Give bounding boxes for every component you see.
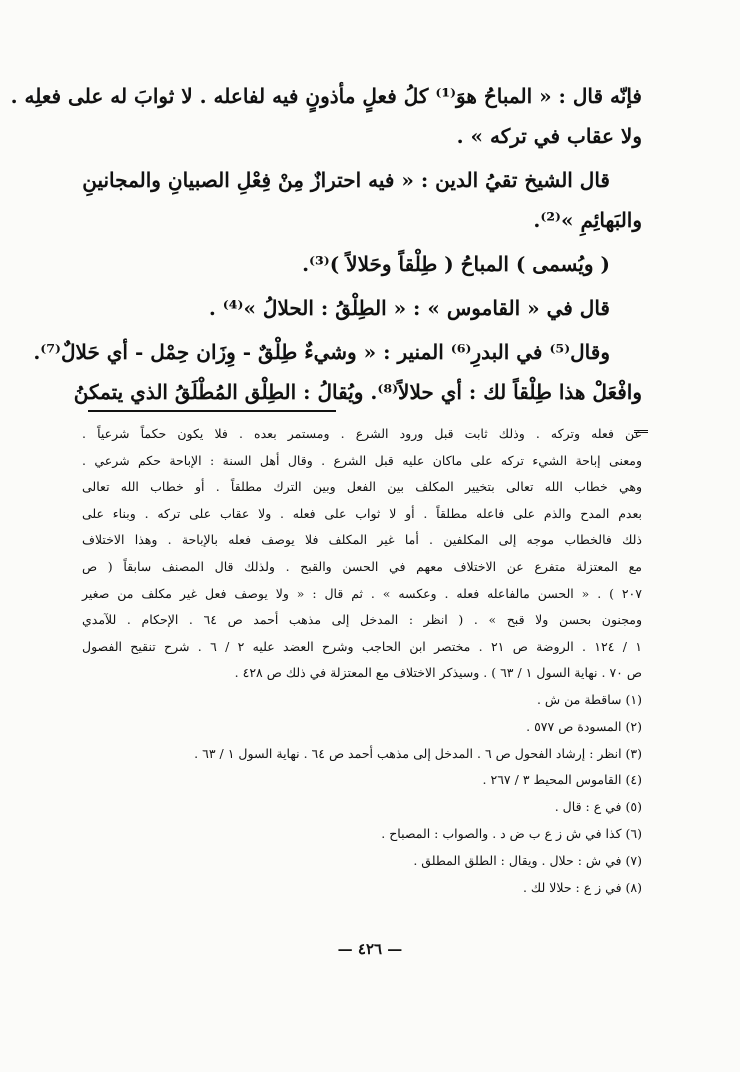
note-line: ١ / ١٢٤ . الروضة ص ٢١ . مختصر ابن الحاجب وشرح العضد عليه ٢ / ٦ . شرح تنقيح الفصول	[82, 638, 642, 654]
footnote-item: (٥) في ع : قال .	[554, 799, 642, 815]
note-line: عن فعله وتركه . وذلك ثابت قبل ورود الشرع . ومستمر بعده . فلا يكون حكماً شرعياً .	[82, 426, 642, 441]
main-line: ولا عقاب في تركه » .	[456, 124, 642, 148]
continued-note	[82, 421, 642, 687]
main-line: قال في « القاموس » : « الطِلْقُ : الحلالُ »⁽⁴⁾ .	[208, 296, 610, 320]
main-line: قال الشيخ تقيُ الدين : « فيه احترازٌ مِنْ فِعْلِ الصبيانِ والمجانينِ	[82, 168, 610, 192]
note-line: ذلك فالخطاب موجه إلى المكلفين . أما غير المكلف فلا يوصف فعله بالإباحة . وهذا الاختلاف	[82, 532, 642, 548]
footnote-item: (٧) في ش : حلال . ويقال : الطلق المطلق .	[413, 852, 642, 868]
footnote-item: (٦) كذا في ش ز ع ب ض د . والصواب : المصباح .	[381, 825, 642, 841]
note-line: ومجنون بحسن ولا قبح » . ( انظر : المدخل إلى مذهب أحمد ص ٦٤ . الإحكام . للآمدي	[82, 612, 643, 628]
note-line: ص ٧٠ . نهاية السول ١ / ٦٣ ) . وسيذكر الاختلاف مع المعتزلة في ذلك ص ٤٢٨ .	[234, 665, 642, 681]
footnote-item: (٤) القاموس المحيط ٣ / ٢٦٧ .	[482, 772, 642, 788]
main-line: فإنّه قال : « المباحُ هوَ⁽¹⁾ كلُ فعلٍ مأذونٍ فيه لفاعله . لا ثوابَ له على فعلِه .	[10, 84, 642, 108]
main-line: ( ويُسمى ) المباحُ ( طِلْقاً وحَلالاً )⁽³⁾.	[302, 252, 610, 276]
note-line: بعدم المدح والذم على فاعله مطلقاً . أو لا ثواب على فعله . ولا عقاب على تركه . وبناء على	[82, 505, 642, 521]
note-line: ٢٠٧ ) . « الحسن مالفاعله فعله . وعكسه » . ثم قال : « ولا يوصف فعل غير مكلف من صغير	[82, 585, 642, 601]
note-line: ومعنى إباحة الشيء تركه على ماكان عليه قبل الشرع . وقال أهل السنة : الإباحة حكم شرعي .	[82, 452, 642, 468]
main-line: وافْعَلْ هذا طِلْقاً لك : أي حلالاً⁽⁸⁾. ويُقالُ : الطِلْق المُطْلَقُ الذي يتمكنُ	[73, 380, 642, 404]
footnotes-area	[82, 421, 642, 901]
footnote-separator	[88, 410, 336, 412]
main-text	[10, 76, 642, 412]
footnote-list	[82, 687, 642, 901]
main-line: والبَهائِمِ »⁽²⁾.	[533, 208, 642, 232]
footnote-item: (٣) انظر : إرشاد الفحول ص ٦ . المدخل إلى مذهب أحمد ص ٦٤ . نهاية السول ١ / ٦٣ .	[194, 745, 642, 761]
main-line: وقال⁽⁵⁾ في البدرِ⁽⁶⁾ المنير : « وشيءٌ طِلْقٌ - وِزَان حِمْل - أي حَلالٌ⁽⁷⁾.	[33, 340, 610, 364]
footnote-item: (٢) المسودة ص ٥٧٧ .	[526, 718, 642, 734]
note-line: مع المعتزلة متفرع عن الاختلاف معهم في الحسن والقبح . ولذلك قال المصنف سابقاً ( ص	[82, 558, 642, 574]
note-line: وهي خطاب الله تعالى بتخيير المكلف بين الفعل وبين الترك مطلقاً . أو خطاب الله تعالى	[82, 479, 642, 495]
page-number: — ٤٢٦ —	[337, 940, 403, 958]
footnote-item: (٨) في ز ع : حلالا لك .	[522, 879, 642, 895]
footnote-item: (١) ساقطة من ش .	[536, 691, 642, 707]
